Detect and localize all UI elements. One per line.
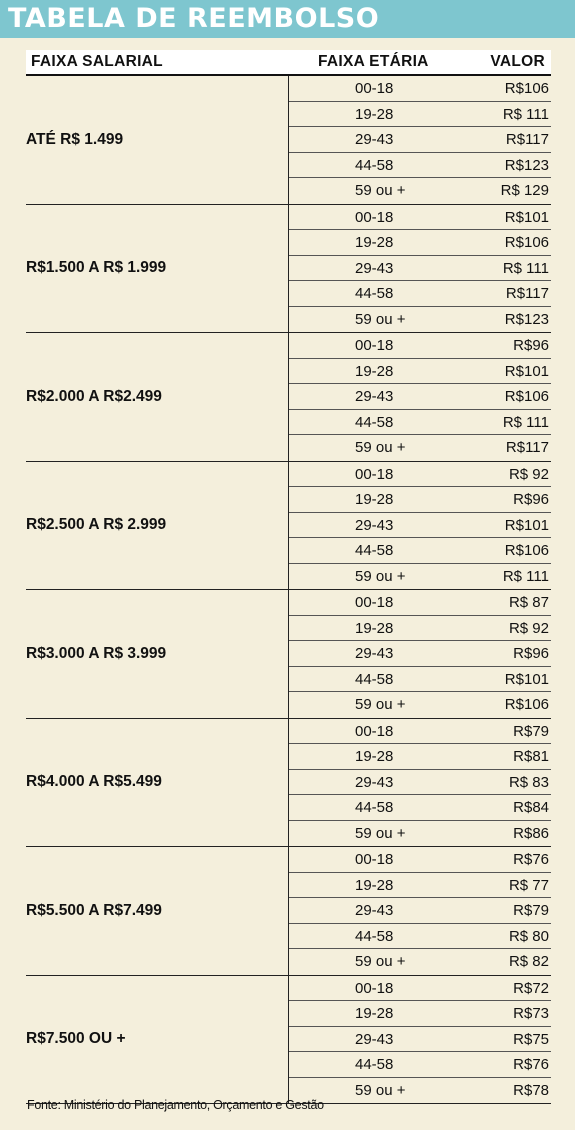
age-range: 59 ou + [355,953,406,970]
reimbursement-value: R$ 111 [502,413,549,431]
table-row [289,435,551,461]
reimbursement-value: R$76 [513,851,549,868]
reimbursement-value: R$ 77 [508,876,549,894]
table-row [289,462,551,488]
reimbursement-value: R$86 [513,824,549,842]
page-title: TABELA DE REEMBOLSO [8,3,380,34]
reimbursement-value: R$ 129 [500,182,549,199]
reimbursement-value: R$84 [513,799,549,816]
age-range: 19-28 [355,234,394,251]
salary-range-label: R$4.000 A R$5.499 [26,773,162,791]
reimbursement-value: R$79 [513,902,549,919]
age-rows [288,205,551,333]
age-range: 00-18 [355,594,394,611]
reimbursement-value: R$ 111 [502,567,549,585]
table-row [289,76,551,102]
age-range: 44-58 [355,670,394,688]
age-range: 29-43 [355,259,394,277]
age-range: 29-43 [355,131,394,148]
age-range: 19-28 [355,876,394,894]
header-faixa-etaria: FAIXA ETÁRIA [318,53,429,70]
salary-group [26,462,551,591]
age-range: 19-28 [355,362,394,380]
table-row [289,205,551,231]
table-row [289,178,551,204]
salary-range-label: R$3.000 A R$ 3.999 [26,644,167,662]
age-rows [288,76,551,204]
table-row [289,307,551,333]
reimbursement-value: R$106 [504,388,549,405]
age-range: 00-18 [355,337,394,354]
age-range: 59 ou + [355,824,406,842]
age-rows [288,590,551,718]
table-row [289,102,551,128]
source-note: Fonte: Ministério do Planejamento, Orçamento e Gestão [27,1098,324,1112]
age-range: 00-18 [355,465,394,483]
table-row [289,538,551,564]
reimbursement-value: R$101 [504,208,549,226]
reimbursement-value: R$75 [513,1030,549,1048]
age-range: 29-43 [355,645,394,662]
reimbursement-value: R$73 [513,1005,549,1022]
age-range: 29-43 [355,516,394,534]
reimbursement-value: R$106 [504,80,549,97]
reimbursement-value: R$106 [504,234,549,251]
table-row [289,719,551,745]
reimbursement-value: R$ 92 [508,619,549,637]
age-range: 29-43 [355,388,394,405]
table-header [26,50,551,76]
age-range: 00-18 [355,722,394,740]
table-row [289,847,551,873]
age-range: 59 ou + [355,567,406,585]
salary-group [26,76,551,205]
reimbursement-value: R$117 [505,285,549,302]
age-range: 44-58 [355,799,394,816]
reimbursement-table [26,76,551,1104]
reimbursement-value: R$101 [504,362,549,380]
age-range: 00-18 [355,80,394,97]
reimbursement-value: R$96 [513,491,549,508]
table-row [289,359,551,385]
reimbursement-value: R$117 [505,439,549,456]
reimbursement-value: R$72 [513,979,549,997]
title-bar [0,0,575,38]
reimbursement-value: R$81 [513,748,549,765]
age-range: 19-28 [355,619,394,637]
reimbursement-value: R$ 83 [508,773,549,791]
age-range: 44-58 [355,285,394,302]
age-range: 44-58 [355,413,394,431]
table-row [289,949,551,975]
header-faixa-salarial: FAIXA SALARIAL [31,53,163,70]
reimbursement-value: R$ 80 [508,927,549,945]
reimbursement-value: R$79 [513,722,549,740]
age-rows [288,333,551,461]
reimbursement-value: R$123 [504,156,549,174]
reimbursement-value: R$117 [505,131,549,148]
table-row [289,590,551,616]
table-row [289,333,551,359]
salary-range-label: R$7.500 OU + [26,1030,126,1048]
table-row [289,616,551,642]
reimbursement-value: R$ 111 [502,259,549,277]
table-row [289,898,551,924]
table-row [289,384,551,410]
reimbursement-value: R$ 87 [508,594,549,611]
age-range: 00-18 [355,208,394,226]
table-row [289,795,551,821]
table-row [289,127,551,153]
table-row [289,1027,551,1053]
table-row [289,487,551,513]
age-range: 00-18 [355,979,394,997]
age-range: 59 ou + [355,1081,406,1099]
reimbursement-value: R$106 [504,542,549,559]
age-range: 19-28 [355,748,394,765]
reimbursement-value: R$101 [504,516,549,534]
table-row [289,744,551,770]
reimbursement-value: R$78 [513,1081,549,1099]
salary-range-label: ATÉ R$ 1.499 [26,130,124,148]
table-row [289,281,551,307]
table-row [289,692,551,718]
table-row [289,770,551,796]
age-range: 29-43 [355,902,394,919]
age-range: 44-58 [355,927,394,945]
age-range: 44-58 [355,1056,394,1073]
salary-group [26,205,551,334]
reimbursement-value: R$ 111 [502,105,549,123]
table-row [289,873,551,899]
age-range: 44-58 [355,542,394,559]
table-row [289,1001,551,1027]
reimbursement-value: R$123 [504,310,549,328]
table-row [289,153,551,179]
reimbursement-value: R$ 92 [508,465,549,483]
reimbursement-value: R$106 [504,696,549,713]
table-row [289,821,551,847]
table-row [289,976,551,1002]
age-range: 44-58 [355,156,394,174]
salary-range-label: R$2.500 A R$ 2.999 [26,516,167,534]
age-range: 59 ou + [355,310,406,328]
table-row [289,230,551,256]
age-rows [288,976,551,1104]
reimbursement-value: R$96 [513,337,549,354]
salary-range-label: R$5.500 A R$7.499 [26,901,162,919]
age-rows [288,719,551,847]
table-row [289,564,551,590]
age-range: 29-43 [355,1030,394,1048]
table-row [289,513,551,539]
reimbursement-value: R$ 82 [508,953,549,970]
salary-group [26,719,551,848]
salary-group [26,847,551,976]
age-range: 59 ou + [355,696,406,713]
table-row [289,256,551,282]
salary-group [26,590,551,719]
age-rows [288,462,551,590]
age-range: 19-28 [355,1005,394,1022]
age-range: 19-28 [355,105,394,123]
table-row [289,924,551,950]
table-row [289,1052,551,1078]
header-valor: VALOR [490,53,545,70]
salary-range-label: R$2.000 A R$2.499 [26,387,162,405]
age-rows [288,847,551,975]
age-range: 19-28 [355,491,394,508]
age-range: 59 ou + [355,182,406,199]
reimbursement-value: R$101 [504,670,549,688]
table-row [289,667,551,693]
table-row [289,1078,551,1104]
salary-group [26,976,551,1105]
age-range: 59 ou + [355,439,406,456]
reimbursement-value: R$76 [513,1056,549,1073]
age-range: 00-18 [355,851,394,868]
age-range: 29-43 [355,773,394,791]
table-row [289,641,551,667]
table-row [289,410,551,436]
reimbursement-value: R$96 [513,645,549,662]
salary-group [26,333,551,462]
salary-range-label: R$1.500 A R$ 1.999 [26,259,167,277]
